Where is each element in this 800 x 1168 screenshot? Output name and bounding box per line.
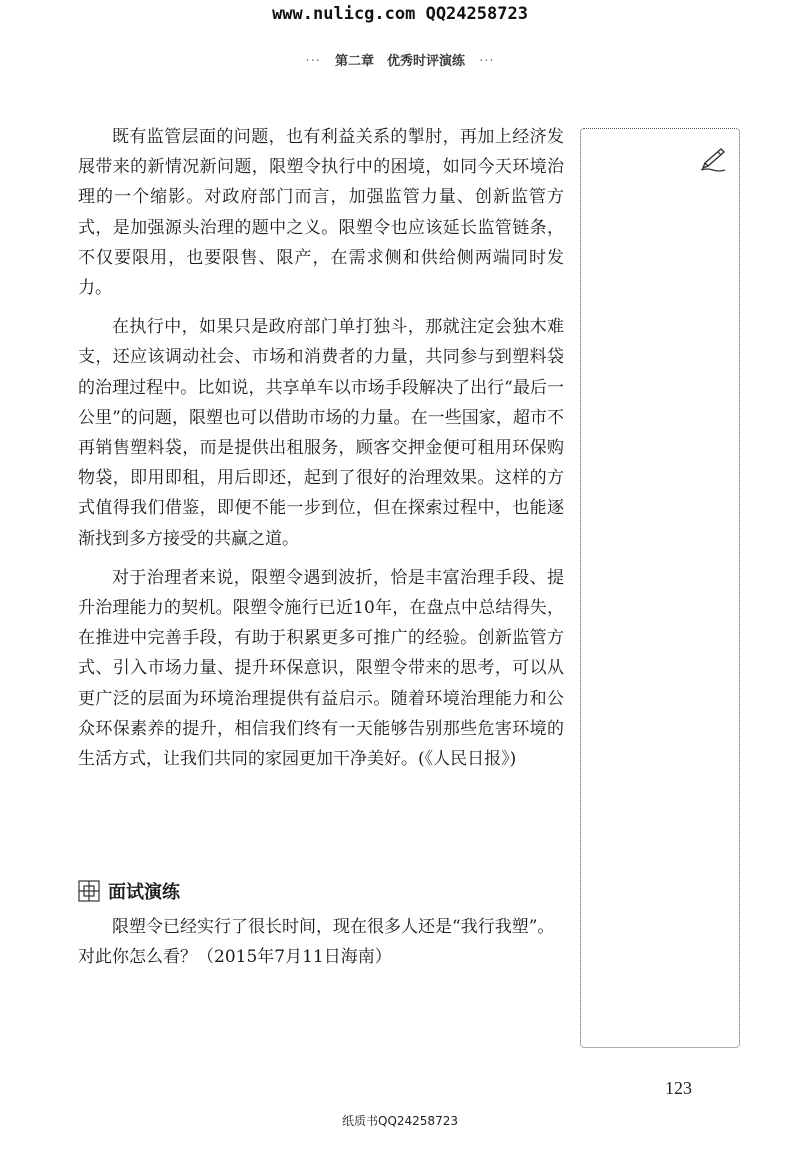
- question-text: [78, 912, 564, 972]
- paragraph-2: 在执行中，如果只是政府部门单打独斗，那就注定会独木难支，还应该调动社会、市场和消费者的力量，共同参与到塑料袋的治理过程中。比如说，共享单车以市场手段解决了出行“最后一公里”的问题，限塑也可以借助市场的力量。在一些国家，超市不再销售塑料袋，而是提供出租服务，顾客交押金便可租用环保购物袋，即用即租，用后即还，起到了很好的治理效果。这样的方式值得我们借鉴，即便不能一步到位，但在探索过程中，也能逐渐找到多方接受的共赢之道。: [78, 317, 564, 549]
- chapter-title: 第二章 优秀时评演练: [334, 54, 465, 69]
- chapter-header: [0, 50, 800, 69]
- watermark-bottom: 纸质书QQ24258723: [342, 1114, 458, 1128]
- page-number: 123: [665, 1078, 692, 1098]
- header-dots-right: ···: [479, 54, 495, 69]
- header-dots-left: ···: [305, 54, 321, 69]
- watermark-top: www.nulicg.com QQ24258723: [272, 4, 528, 24]
- interview-practice-section: [78, 876, 564, 906]
- section-title: 面试演练: [108, 882, 180, 903]
- paragraph-1: 既有监管层面的问题，也有利益关系的掣肘，再加上经济发展带来的新情况新问题，限塑令执行中的困境，如同今天环境治理的一个缩影。对政府部门而言，加强监管力量、创新监管方式，是加强源头治理的题中之义。限塑令也应该延长监管链条，不仅要限用，也要限售、限产，在需求侧和供给侧两端同时发力。: [78, 127, 564, 299]
- pen-writing-icon: [697, 141, 729, 173]
- paragraph-3: 对于治理者来说，限塑令遇到波折，恰是丰富治理手段、提升治理能力的契机。限塑令施行已近10年，在盘点中总结得失，在推进中完善手段，有助于积累更多可推广的经验。创新监管方式、引入市场力量、提升环保意识，限塑令带来的思考，可以从更广泛的层面为环境治理提供有益启示。随着环境治理能力和公众环保素养的提升，相信我们终有一天能够告别那些危害环境的生活方式，让我们共同的家园更加干净美好。(《人民日报》): [78, 567, 564, 770]
- interview-practice-icon: [78, 880, 100, 902]
- body-text: [78, 122, 564, 783]
- question-paragraph: 限塑令已经实行了很长时间，现在很多人还是“我行我塑”。对此你怎么看？（2015年7月11日海南）: [78, 917, 555, 968]
- notes-panel: [580, 128, 740, 1048]
